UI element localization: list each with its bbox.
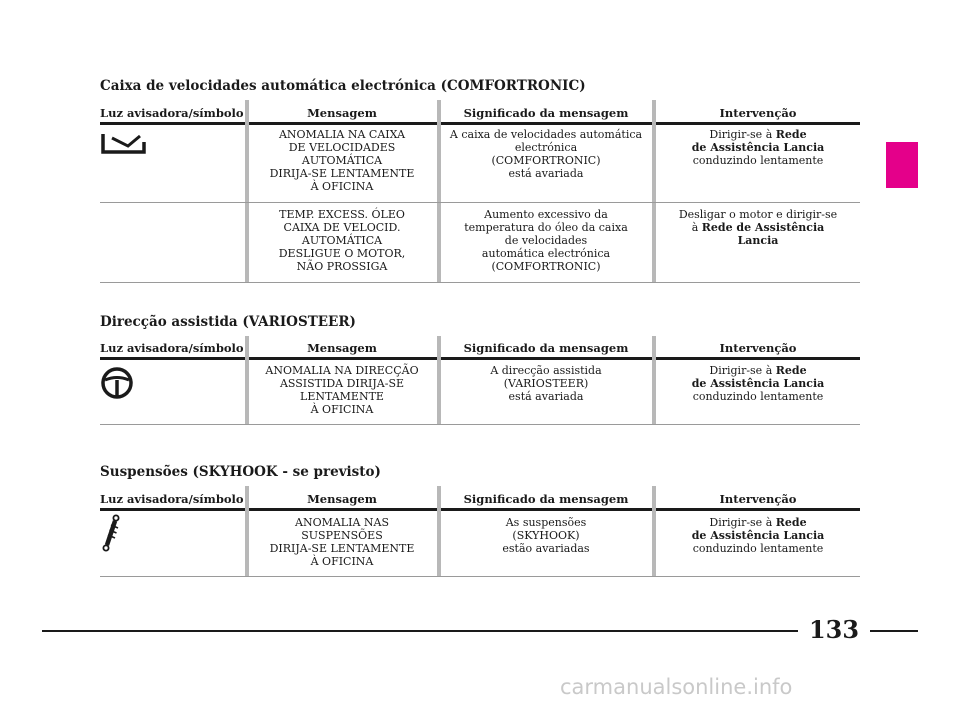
section-steering <box>100 314 860 428</box>
steering-wheel-icon <box>100 366 134 400</box>
watermark: carmanualsonline.info <box>560 675 793 699</box>
header-action: Intervenção <box>719 492 797 506</box>
row-divider <box>100 202 860 203</box>
header-action: Intervenção <box>719 341 797 355</box>
action-cell: Desligar o motor e dirigir-se à Rede de Assistência Lancia <box>678 208 838 247</box>
header-meaning: Significado da mensagem <box>463 492 629 506</box>
row-divider <box>100 424 860 425</box>
header-warning-light: Luz avisadora/símbolo <box>100 341 244 355</box>
meaning-cell: Aumento excessivo da temperatura do óleo da caixa de velocidades automática electrónica (COMFORTRONIC) <box>464 208 628 273</box>
header-warning-light: Luz avisadora/símbolo <box>100 492 244 506</box>
header-rule <box>100 357 860 360</box>
table-header <box>100 490 860 508</box>
header-rule <box>100 122 860 125</box>
action-cell: Dirigir-se à Rede de Assistência Lancia conduzindo lentamente <box>691 516 825 555</box>
header-action: Intervenção <box>719 106 797 120</box>
section-tab-marker <box>886 142 918 188</box>
table-header <box>100 104 860 122</box>
row-divider <box>100 282 860 283</box>
section-title: Direcção assistida (VARIOSTEER) <box>100 314 356 330</box>
meaning-cell: A caixa de velocidades automática electrónica (COMFORTRONIC) está avariada <box>449 128 643 180</box>
table-header <box>100 339 860 357</box>
header-rule <box>100 508 860 511</box>
header-meaning: Significado da mensagem <box>463 341 629 355</box>
header-message: Mensagem <box>307 341 377 355</box>
suspension-shock-absorber-icon <box>100 514 122 552</box>
header-warning-light: Luz avisadora/símbolo <box>100 106 244 120</box>
header-message: Mensagem <box>307 492 377 506</box>
message-cell: TEMP. EXCESS. ÓLEO CAIXA DE VELOCID. AUTOMÁTICA DESLIGUE O MOTOR, NÃO PROSSIGA <box>278 208 406 273</box>
row-divider <box>100 576 860 577</box>
footer-rule <box>42 630 798 632</box>
page-number: 133 <box>808 615 860 644</box>
message-cell: ANOMALIA NAS SUSPENSÕES DIRIJA-SE LENTAMENTE À OFICINA <box>269 516 415 568</box>
footer-rule <box>870 630 918 632</box>
action-cell: Dirigir-se à Rede de Assistência Lancia conduzindo lentamente <box>691 128 825 167</box>
message-cell: ANOMALIA NA CAIXA DE VELOCIDADES AUTOMÁTICA DIRIJA-SE LENTAMENTE À OFICINA <box>269 128 415 193</box>
gearbox-warning-icon <box>100 130 148 158</box>
meaning-cell: As suspensões (SKYHOOK) estão avariadas <box>502 516 590 555</box>
header-meaning: Significado da mensagem <box>463 106 629 120</box>
message-cell: ANOMALIA NA DIRECÇÃO ASSISTIDA DIRIJA-SE LENTAMENTE À OFICINA <box>265 364 419 416</box>
section-title: Suspensões (SKYHOOK - se previsto) <box>100 464 381 480</box>
section-title: Caixa de velocidades automática electrónica (COMFORTRONIC) <box>100 78 586 94</box>
action-cell: Dirigir-se à Rede de Assistência Lancia conduzindo lentamente <box>691 364 825 403</box>
meaning-cell: A direcção assistida (VARIOSTEER) está avariada <box>490 364 602 403</box>
header-message: Mensagem <box>307 106 377 120</box>
section-suspension <box>100 464 860 580</box>
section-gearbox <box>100 78 860 288</box>
